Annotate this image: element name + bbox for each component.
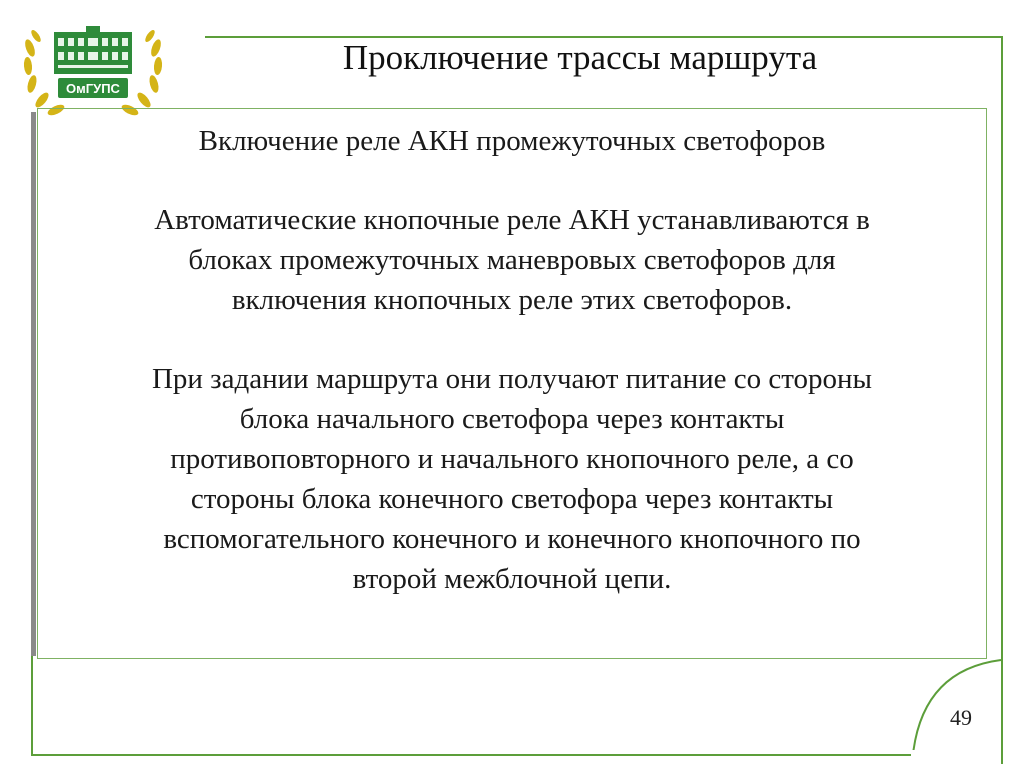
paragraph-2-line: При задании маршрута они получают питание со стороны (151, 363, 873, 395)
omgups-logo (18, 18, 168, 118)
building-icon (54, 26, 132, 74)
paragraph-2 (38, 359, 986, 599)
content-box-shadow (31, 112, 36, 656)
frame-bottom-line (31, 754, 911, 756)
logo-text: ОмГУПС (66, 81, 120, 96)
paragraph-1-line: Автоматические кнопочные реле АКН устанавливаются в (154, 204, 870, 236)
paragraph-2-line: блока начального светофора через контакты (239, 403, 785, 435)
page-number: 49 (950, 705, 972, 730)
content-box (37, 108, 987, 659)
paragraph-2-line: противоповторного и начального кнопочного реле, а со (170, 443, 854, 475)
paragraph-1-line: блоках промежуточных маневровых светофоров для (188, 244, 836, 276)
paragraph-1 (38, 200, 986, 320)
paragraph-1-line: включения кнопочных реле этих светофоров. (231, 284, 793, 316)
paragraph-2-line: второй межблочной цепи. (352, 563, 672, 595)
slide-body (38, 109, 986, 599)
slide-subtitle: Включение реле АКН промежуточных светофоров (198, 125, 826, 157)
corner-curve (905, 650, 1005, 750)
slide-title: Проключение трассы маршрута (342, 38, 818, 77)
paragraph-2-line: вспомогательного конечного и конечного кнопочного по (163, 523, 861, 555)
paragraph-2-line: стороны блока конечного светофора через контакты (190, 483, 834, 515)
